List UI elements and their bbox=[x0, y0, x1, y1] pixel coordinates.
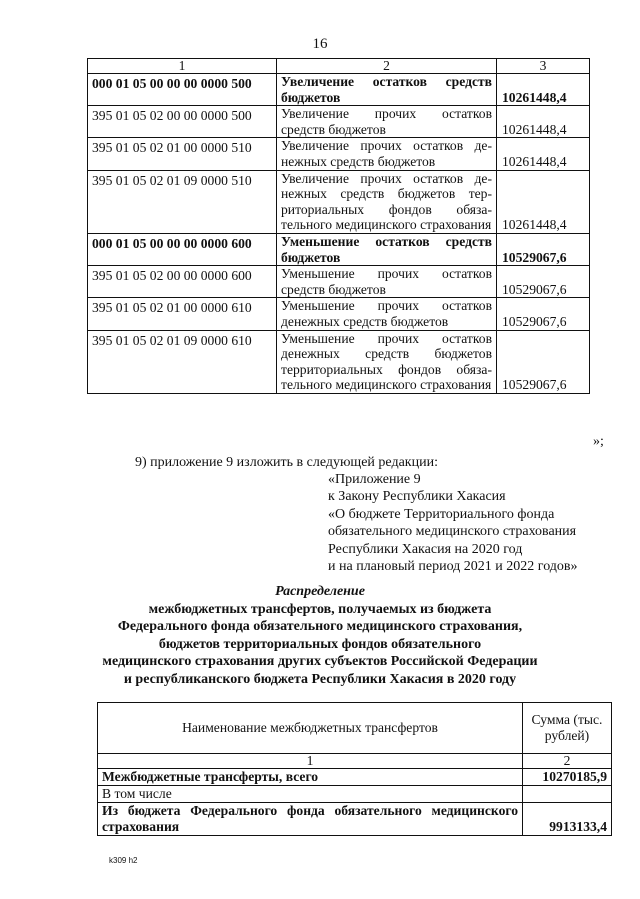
column-number: 2 bbox=[523, 754, 612, 769]
budget-code: 395 01 05 02 01 00 0000 610 bbox=[88, 298, 277, 330]
table-row bbox=[88, 106, 590, 138]
table-row bbox=[88, 298, 590, 330]
column-number-row bbox=[98, 754, 612, 769]
row-name: Увеличение прочих остатков средств бюджетов bbox=[277, 106, 497, 138]
appendix-header bbox=[328, 471, 578, 575]
section-title-line: медицинского страхования других субъектов Российской Федерации bbox=[102, 654, 538, 670]
row-amount: 10261448,4 bbox=[497, 138, 590, 170]
appendix-line: к Закону Республики Хакасия bbox=[328, 489, 506, 505]
appendix-line: «Приложение 9 bbox=[328, 472, 421, 487]
row-name: Уменьшение остатков средств бюджетов bbox=[277, 233, 497, 265]
budget-code: 395 01 05 02 00 00 0000 600 bbox=[88, 266, 277, 298]
section-title-line: и республиканского бюджета Республики Хакасия в 2020 году bbox=[123, 671, 517, 687]
amendment-instruction: 9) приложение 9 изложить в следующей редакции: bbox=[135, 455, 438, 470]
table-row bbox=[88, 266, 590, 298]
column-number: 3 bbox=[497, 59, 590, 74]
budget-code: 395 01 05 02 01 09 0000 510 bbox=[88, 170, 277, 233]
table-row bbox=[88, 138, 590, 170]
row-amount: 10261448,4 bbox=[497, 74, 590, 106]
table-row bbox=[88, 74, 590, 106]
row-name: Увеличение остатков средств бюджетов bbox=[277, 74, 497, 106]
column-number: 1 bbox=[88, 59, 277, 74]
appendix-line: «О бюджете Территориального фонда bbox=[328, 506, 555, 522]
transfer-amount bbox=[523, 786, 612, 803]
transfers-table bbox=[97, 702, 612, 836]
row-amount: 10529067,6 bbox=[497, 233, 590, 265]
appendix-line: обязательного медицинского страхования bbox=[328, 524, 577, 540]
row-name: Уменьшение прочих остатков денежных средств бюджетов bbox=[277, 298, 497, 330]
transfer-amount: 10270185,9 bbox=[523, 769, 612, 786]
sources-table bbox=[87, 58, 590, 394]
table-header-row bbox=[98, 703, 612, 754]
transfer-name: Межбюджетные трансферты, всего bbox=[98, 769, 523, 786]
row-name: Уменьшение прочих остатков денежных средств бюджетов территориальных фондов обязательного медицинского страхования bbox=[277, 330, 497, 393]
column-header-name: Наименование межбюджетных трансфертов bbox=[98, 703, 523, 754]
table-row bbox=[88, 170, 590, 233]
column-number: 2 bbox=[277, 59, 497, 74]
closing-quote: »; bbox=[593, 434, 604, 449]
transfer-amount: 9913133,4 bbox=[523, 803, 612, 836]
section-title-word: Распределение bbox=[275, 584, 365, 599]
appendix-line: и на плановый период 2021 и 2022 годов» bbox=[328, 559, 578, 575]
row-amount: 10529067,6 bbox=[497, 266, 590, 298]
row-name: Увеличение прочих остатков денежных средств бюджетов bbox=[277, 138, 497, 170]
table-row bbox=[88, 330, 590, 393]
section-title bbox=[0, 583, 640, 689]
row-name: Уменьшение прочих остатков средств бюджетов bbox=[277, 266, 497, 298]
budget-code: 395 01 05 02 01 09 0000 610 bbox=[88, 330, 277, 393]
section-title-line: межбюджетных трансфертов, получаемых из бюджета bbox=[148, 601, 492, 617]
row-amount: 10261448,4 bbox=[497, 106, 590, 138]
appendix-line: Республики Хакасия на 2020 год bbox=[328, 541, 523, 557]
table-row bbox=[98, 769, 612, 786]
budget-code: 000 01 05 00 00 00 0000 600 bbox=[88, 233, 277, 265]
budget-code: 395 01 05 02 00 00 0000 500 bbox=[88, 106, 277, 138]
budget-code: 395 01 05 02 01 00 0000 510 bbox=[88, 138, 277, 170]
column-header-amount: Сумма (тыс. рублей) bbox=[523, 703, 612, 754]
budget-code: 000 01 05 00 00 00 0000 500 bbox=[88, 74, 277, 106]
table-row bbox=[98, 786, 612, 803]
transfer-name: Из бюджета Федерального фонда обязательного медицинского страхования bbox=[98, 803, 523, 836]
row-amount: 10529067,6 bbox=[497, 330, 590, 393]
row-amount: 10261448,4 bbox=[497, 170, 590, 233]
row-name: Увеличение прочих остатков денежных средств бюджетов территориальных фондов обязательного медицинского страхования bbox=[277, 170, 497, 233]
table-header-row bbox=[88, 59, 590, 74]
column-number: 1 bbox=[98, 754, 523, 769]
transfer-name: В том числе bbox=[98, 786, 523, 803]
section-title-line: Федерального фонда обязательного медицинского страхования, bbox=[117, 619, 523, 635]
section-title-line: бюджетов территориальных фондов обязательного bbox=[158, 636, 482, 652]
page-number: 16 bbox=[312, 36, 328, 52]
table-row bbox=[98, 803, 612, 836]
document-code: k309 h2 bbox=[109, 856, 138, 865]
table-row bbox=[88, 233, 590, 265]
row-amount: 10529067,6 bbox=[497, 298, 590, 330]
